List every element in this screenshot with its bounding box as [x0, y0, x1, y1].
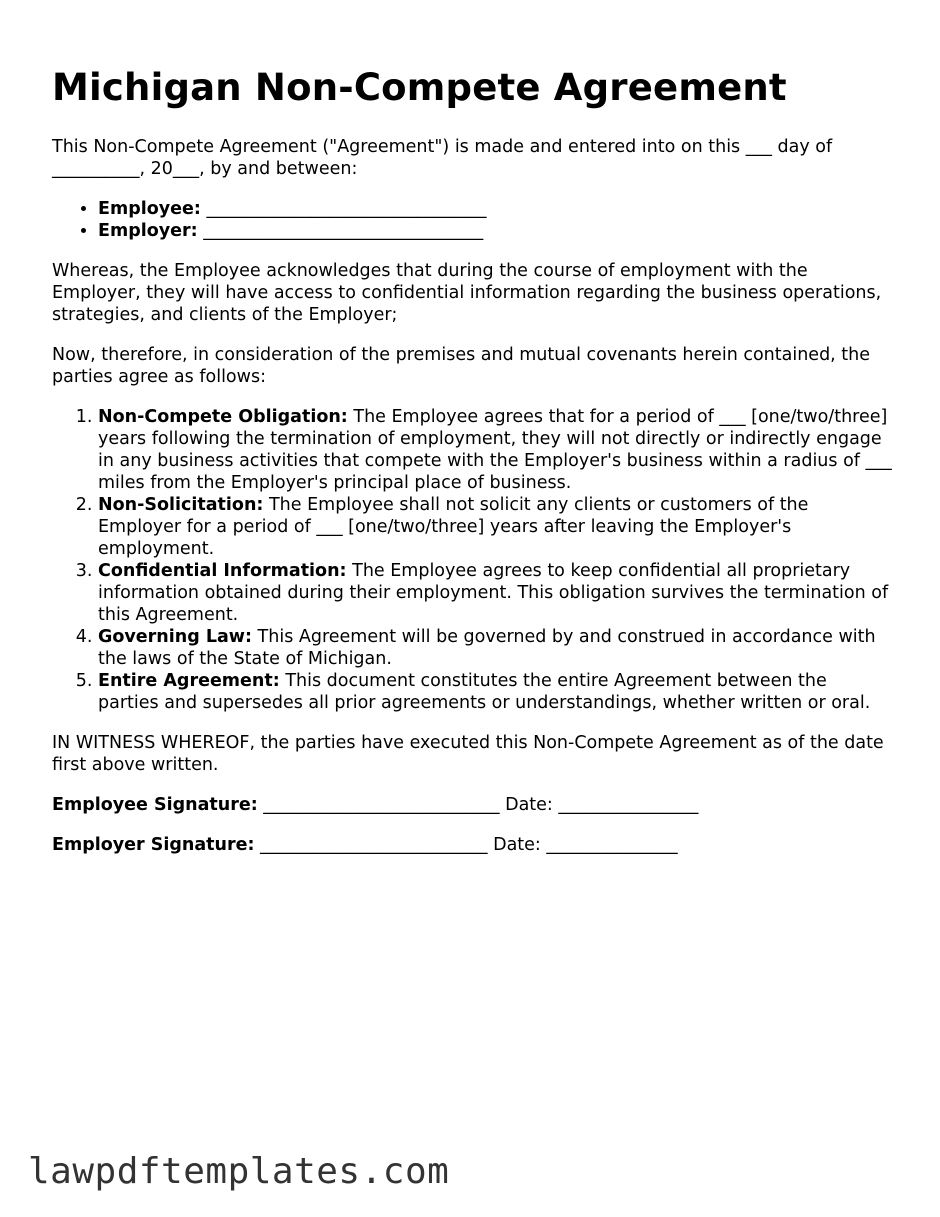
site-watermark: lawpdftemplates.com: [28, 1151, 450, 1192]
clause-non-solicitation: [98, 494, 892, 560]
employer-signature-line: [52, 834, 892, 856]
clause-heading: Entire Agreement:: [98, 671, 280, 691]
clause-text: This Agreement will be governed by and construed in accordance with the laws of the State of Michigan.: [98, 627, 876, 669]
party-employee: [98, 198, 892, 220]
signature-label: Employer Signature:: [52, 835, 255, 855]
clause-heading: Non-Solicitation:: [98, 495, 264, 515]
party-label: Employee:: [98, 199, 201, 219]
agreement-document: [52, 62, 892, 874]
clause-confidential-information: [98, 560, 892, 626]
party-blank: ________________________________: [206, 199, 487, 219]
parties-list: [52, 198, 892, 242]
witness-paragraph: IN WITNESS WHEREOF, the parties have executed this Non-Compete Agreement as of the date first above written.: [52, 733, 884, 775]
now-therefore-paragraph: Now, therefore, in consideration of the premises and mutual covenants herein contained, the parties agree as follows:: [52, 345, 871, 387]
signature-blank: ___________________________ Date: ________________: [263, 795, 699, 815]
clause-heading: Confidential Information:: [98, 561, 347, 581]
clauses-list: [52, 406, 892, 714]
clause-text: The Employee agrees to keep confidential all proprietary information obtained during their employment. This obligation survives the termination of this Agreement.: [98, 561, 889, 625]
party-blank: ________________________________: [203, 221, 484, 241]
clause-heading: Non-Compete Obligation:: [98, 407, 348, 427]
employee-signature-line: [52, 794, 892, 816]
clause-text: The Employee shall not solicit any clients or customers of the Employer for a period of ___ [one/two/three] years after leaving the Employer's employment.: [98, 495, 809, 559]
clause-text: This document constitutes the entire Agreement between the parties and supersedes all prior agreements or understandings, whether written or oral.: [98, 671, 871, 713]
party-label: Employer:: [98, 221, 198, 241]
clause-entire-agreement: [98, 670, 892, 714]
clause-heading: Governing Law:: [98, 627, 252, 647]
clause-non-compete: [98, 406, 892, 494]
signature-label: Employee Signature:: [52, 795, 258, 815]
page-title: Michigan Non-Compete Agreement: [52, 66, 787, 109]
clause-text: The Employee agrees that for a period of ___ [one/two/three] years following the termination of employment, they will not directly or indirectly engage in any business activities that compete with the Employer's business within a radius of ___ miles from the Employer's principal place of business.: [98, 407, 892, 493]
signature-blank: __________________________ Date: _______________: [260, 835, 678, 855]
whereas-paragraph: Whereas, the Employee acknowledges that during the course of employment with the Employer, they will have access to confidential information regarding the business operations, strategies, and clients of the Employer;: [52, 261, 882, 325]
clause-governing-law: [98, 626, 892, 670]
party-employer: [98, 220, 892, 242]
intro-paragraph: This Non-Compete Agreement ("Agreement") is made and entered into on this ___ day of __________, 20___, by and between:: [52, 137, 833, 179]
